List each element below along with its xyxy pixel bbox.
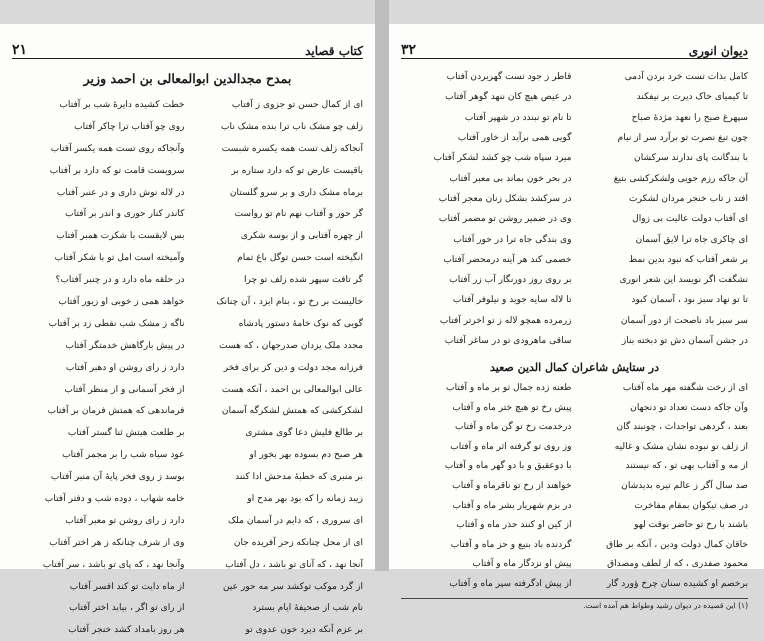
section-title: کتاب قصاید	[305, 44, 363, 58]
second-hemistich: وآمیخته است امل تو با شکر آفتاب	[54, 253, 185, 264]
first-hemistich: گر تافت سپهر شده زلف تو چرا	[244, 275, 363, 286]
verse-line	[12, 357, 363, 379]
verse-line	[401, 250, 748, 270]
verse-line	[401, 168, 748, 188]
first-hemistich: صد سال آگر ز عالم تیره بدیدشان	[621, 480, 748, 491]
verse-line	[12, 576, 363, 598]
second-hemistich: دارد ز رای روشن او دهبر آفتاب	[65, 362, 185, 373]
first-hemistich: افتد ز تاب خنجر مردان لشکرت	[629, 193, 748, 204]
first-hemistich: زیبد زمانه را که بود بهر مدح او	[247, 493, 363, 504]
verse-line	[12, 138, 363, 160]
second-hemistich: در بحر خون بماند بی معبر آفتاب	[449, 173, 572, 184]
second-hemistich: خصمی کند هر آینه درمحضر آفتاب	[443, 254, 572, 265]
first-hemistich: نام شب از صحیفهٔ ایام بسترد	[252, 603, 363, 614]
verse-line	[401, 290, 748, 310]
second-hemistich: در سرکشد بشکل زنان معجر آفتاب	[438, 193, 572, 204]
verse-line	[401, 555, 748, 575]
right-page-header	[401, 24, 748, 59]
first-hemistich: آن جاکه رزم جویی ولشکرکشی بتیغ	[613, 173, 748, 184]
verse-line	[401, 496, 748, 516]
second-hemistich: از فخر آسمانی و از منظر آفتاب	[64, 384, 185, 395]
right-page	[389, 24, 764, 610]
verse-line	[12, 335, 363, 357]
first-hemistich: باشند با رخ تو حاضر بوقت لهو	[634, 520, 748, 531]
second-hemistich: دارد ز رای روشن تو معبر آفتاب	[65, 515, 185, 526]
left-page	[0, 24, 375, 636]
second-hemistich: از ماه دایت تو کند افسر آفتاب	[69, 581, 185, 592]
first-hemistich: تا تو نهاد سبز بود ، آسمان کبود	[631, 295, 748, 306]
verse-line	[401, 128, 748, 148]
second-hemistich: خامه شهاب ، دوده شب و دفتر آفتاب	[44, 493, 185, 504]
first-hemistich: از زلف تو نبوده نشان مشک و غالیه	[614, 441, 748, 452]
second-hemistich: وی بندگی جاه ترا در خور آفتاب	[453, 234, 572, 245]
page-number: ۲۱	[12, 42, 28, 58]
first-hemistich: سپهرغ صبح را نعهد مژدهٔ صباح	[631, 112, 748, 123]
verse-line	[12, 488, 363, 510]
first-hemistich: گر حور و آفتاب نهم نام تو رواست	[234, 209, 363, 220]
first-hemistich: بر عزم آنکه دیرد خون عدوی تو	[245, 625, 363, 636]
first-hemistich: باقیست عارض تو که دارد ستاره بر	[231, 165, 363, 176]
first-hemistich: فرزانه مجد دولت و دین کز برای فخر	[223, 362, 363, 373]
verse-line	[12, 422, 363, 444]
first-hemistich: سر سبز باد ناصحت از دور آسمان	[620, 315, 748, 326]
first-hemistich: گویی که نوک خامهٔ دستور پادشاه	[238, 318, 363, 329]
first-hemistich: کامل بذات تست خرد بردن آدمی	[624, 72, 748, 83]
second-hemistich: طعنه زده جمال تو بر ماه و آفتاب	[446, 382, 572, 393]
verse-line	[401, 331, 748, 351]
first-hemistich: برماه مشک داری و بر سرو گلستان	[229, 187, 363, 198]
second-hemistich: در بزم شهریار بشر ماه و آفتاب	[452, 500, 572, 511]
verse-line	[401, 437, 748, 457]
section-title: دیوان انوری	[688, 44, 748, 58]
poem-title: بمدح مجدالدین ابوالمعالی بن احمد وزیر	[83, 71, 292, 86]
verse-line	[12, 379, 363, 401]
first-hemistich: مجدد ملک یزدان صدرجهان ، که هست	[219, 340, 363, 351]
verse-line	[12, 269, 363, 291]
first-hemistich: ای چاکری جاه ترا لایق آسمان	[635, 234, 748, 245]
verse-line	[12, 182, 363, 204]
second-hemistich: زرمرده همچو لاله ز تو اخرتر آفتاب	[439, 315, 572, 326]
verse-line	[12, 444, 363, 466]
first-hemistich: در صف تیکوان بمقام مفاخرت	[634, 500, 748, 511]
verse-line	[401, 87, 748, 107]
second-hemistich: بر طلعت هیتش ثنا گستر آفتاب	[67, 428, 185, 439]
verse-line	[401, 108, 748, 128]
second-hemistich: خواهد همی ز خوبی او زیور آفتاب	[58, 296, 185, 307]
poem-subtitle: در ستایش شاعران کمال الدین صعید	[490, 361, 659, 375]
verse-line	[401, 148, 748, 168]
first-hemistich: ای از کمال حسن تو جزوی ز آفتاب	[231, 99, 363, 110]
first-hemistich: محمود صفدری ، که از لطف ومصداق	[607, 559, 748, 570]
verse-line	[401, 417, 748, 437]
verse-line	[401, 476, 748, 496]
verse-line	[401, 515, 748, 535]
second-hemistich: وی از شرف چنانکه ز هر اختر آفتاب	[49, 537, 185, 548]
second-hemistich: کاندر کنار حوری و اندر بر آفتاب	[65, 209, 185, 220]
second-hemistich: وآنجا نهد ، که پای تو باشد ، سر آفتاب	[42, 559, 185, 570]
verse-line	[401, 535, 748, 555]
second-hemistich: در لاله نوش داری و در عنبر آفتاب	[56, 187, 185, 198]
verse-line	[12, 116, 363, 138]
verse-line	[12, 94, 363, 116]
verse-line	[12, 313, 363, 335]
first-hemistich: هر صبح دم بسوده بهر بخور او	[249, 450, 363, 461]
first-hemistich: ای آفتاب دولت عالیت بی زوال	[632, 214, 748, 225]
first-hemistich: آنجاکه زلف تست همه یکسره شبست	[221, 143, 363, 154]
first-hemistich: بعند ، گردهی تواجداث ، چونبند گان	[616, 422, 748, 433]
verse-list	[401, 378, 748, 594]
verse-line	[401, 574, 748, 594]
verse-line	[12, 597, 363, 619]
second-hemistich: بوسد ز روی فخر پایهٔ آن منبر آفتاب	[50, 472, 185, 483]
page-number: ۳۲	[401, 42, 417, 58]
verse-list	[12, 94, 363, 641]
book-gutter	[375, 0, 389, 571]
verse-line	[401, 189, 748, 209]
second-hemistich: پیش رخ تو هیچ ختر ماه و آفتاب	[452, 402, 572, 413]
verse-line	[12, 203, 363, 225]
verse-line	[401, 270, 748, 290]
verse-line	[12, 225, 363, 247]
verse-line	[401, 229, 748, 249]
second-hemistich: از رای تو اگر ، بیابد اختر آفتاب	[69, 603, 185, 614]
second-hemistich: فرماندهی که همتش فرمان بر آفتاب	[47, 406, 185, 417]
second-hemistich: خطت کشیده دایرهٔ شب بر آفتاب	[59, 99, 185, 110]
verse-line	[12, 291, 363, 313]
left-page-header	[12, 24, 363, 59]
verse-list	[401, 67, 748, 351]
second-hemistich: بر روی روز دورنگار آب زر آفتاب	[449, 275, 572, 286]
second-hemistich: ناگه ز مشک شب نقطی زد بر آفتاب	[48, 318, 185, 329]
second-hemistich: وآنجاکه روی تست همه یکسر آفتاب	[50, 143, 185, 154]
verse-line	[401, 209, 748, 229]
verse-line	[401, 378, 748, 398]
first-hemistich: عالی ابوالمعالی بن احمد ، آنکه هست	[221, 384, 363, 395]
second-hemistich: از پیش ادگرفته سپر ماه و آفتاب	[449, 578, 572, 589]
second-hemistich: روی چو آفتاب ترا چاکر آفتاب	[74, 121, 185, 132]
first-hemistich: زلف چو مشک ناب ترا بنده مشک ناب	[221, 121, 363, 132]
first-hemistich: ای از محل چنانکه زحر آفریده جان	[233, 537, 363, 548]
second-hemistich: تا نام تو نبندد در شهپر آفتاب	[464, 112, 572, 123]
first-hemistich: از چهره آفتابی و از بوسه شکری	[240, 231, 363, 242]
first-hemistich: خالیست بر رخ تو ، بنام ایزد ، آن چنانک	[216, 296, 363, 307]
second-hemistich: پیش او نزدگار ماه و آفتاب	[472, 559, 572, 570]
second-hemistich: میرد سپاه شب چو کشد لشکر آفتاب	[433, 153, 572, 164]
second-hemistich: گردنده باد بنیع و حز ماه و آفتاب	[450, 539, 572, 550]
first-hemistich: تا کیمیای خاک دیرت بر نیفکند	[636, 92, 748, 103]
first-hemistich: آنجا نهد ، که آنای تو باشد ، دل آفتاب	[225, 559, 363, 570]
second-hemistich: بس لایقست با شکرت همبر آفتاب	[56, 231, 185, 242]
second-hemistich: قاطر ز جود تست گهربردن آفتاب	[446, 72, 572, 83]
first-hemistich: ای سروری ، که دایم در آسمان ملک	[227, 515, 363, 526]
verse-line	[12, 532, 363, 554]
second-hemistich: خواهند از رخ تو ناقرماه و آفتاب	[452, 480, 572, 491]
first-hemistich: ای از رخت شگفته مهر ماه آفتاب	[622, 382, 748, 393]
second-hemistich: با دوعقیق و با دو گهر ماه و آفتاب	[444, 461, 572, 472]
verse-line	[12, 247, 363, 269]
verse-line	[12, 554, 363, 576]
first-hemistich: از گرد موکب توکشد سر مه حور عین	[222, 581, 363, 592]
second-hemistich: عود سیاه شب را بر مجمر آفتاب	[62, 450, 185, 461]
first-hemistich: بر طالع فلیش دعا گوی مشتری	[245, 428, 363, 439]
verse-line	[401, 398, 748, 418]
verse-line	[401, 67, 748, 87]
first-hemistich: لشکرکشی که همتش لشکرگه آسمان	[221, 406, 363, 417]
second-hemistich: از کین او کنند حذر ماه و آفتاب	[456, 520, 572, 531]
verse-line	[401, 311, 748, 331]
verse-line	[12, 619, 363, 641]
second-hemistich: در حلقه ماه دارد و در چنبر آفتاب؟	[55, 275, 185, 286]
verse-line	[12, 400, 363, 422]
first-hemistich: در جشن آسمان دش تو دبخته بناز	[621, 336, 748, 346]
second-hemistich: هر روز بامداد کشد خنجر آفتاب	[68, 625, 185, 636]
first-hemistich: خاقان کمال دولت ودین ، آنکه بر طاق	[606, 539, 748, 550]
first-hemistich: از مه و آفتاب بهی تو ، که نیستند	[625, 461, 748, 472]
second-hemistich: تا لاله سایه جوید و نیلوفر آفتاب	[452, 295, 572, 306]
first-hemistich: انگیخته است حسن توگل باغ تمام	[237, 253, 363, 264]
second-hemistich: گویی همی برآید از خاور آفتاب	[457, 133, 572, 144]
first-hemistich: نشگفت اگر نویسد این شعر انوری	[619, 275, 748, 286]
first-hemistich: بر شعر آفتاب که نبود بدین نمط	[628, 254, 748, 265]
second-hemistich: در پیش بارگاهش خدمتگر آفتاب	[65, 340, 185, 351]
first-hemistich: چون تیغ نصرت تو برآرد سر از نیام	[617, 133, 748, 144]
first-hemistich: بر منبری که خطبهٔ مدحش ادا کنند	[235, 472, 363, 483]
second-hemistich: در عیص هیچ کان ننهد گوهر آفتاب	[445, 92, 572, 103]
verse-line	[12, 510, 363, 532]
verse-line	[12, 466, 363, 488]
second-hemistich: وز روی تو گرفته اثر ماه و آفتاب	[450, 441, 572, 452]
first-hemistich: با بندگانت پای ندارند سرکشان	[634, 153, 748, 164]
verse-line	[12, 160, 363, 182]
first-hemistich: برخصم او کشیده سنان چرخ ؤورد گار	[606, 578, 748, 589]
second-hemistich: ساقی ماهرودی تو در ساغر آفتاب	[444, 336, 572, 346]
second-hemistich: درخدمت رخ تو گن ماه و آفتاب	[455, 422, 572, 433]
second-hemistich: وی در ضمیر روشن تو مضمر آفتاب	[438, 214, 572, 225]
verse-line	[401, 457, 748, 477]
second-hemistich: سرویست قامت تو که دارد بر آفتاب	[49, 165, 185, 176]
footnote: (۱) این قصیده در دیوان رشید وطواط هم آمده است.	[401, 598, 748, 610]
first-hemistich: وآن جاکه دست تعداد تو دنجهان	[630, 402, 748, 413]
